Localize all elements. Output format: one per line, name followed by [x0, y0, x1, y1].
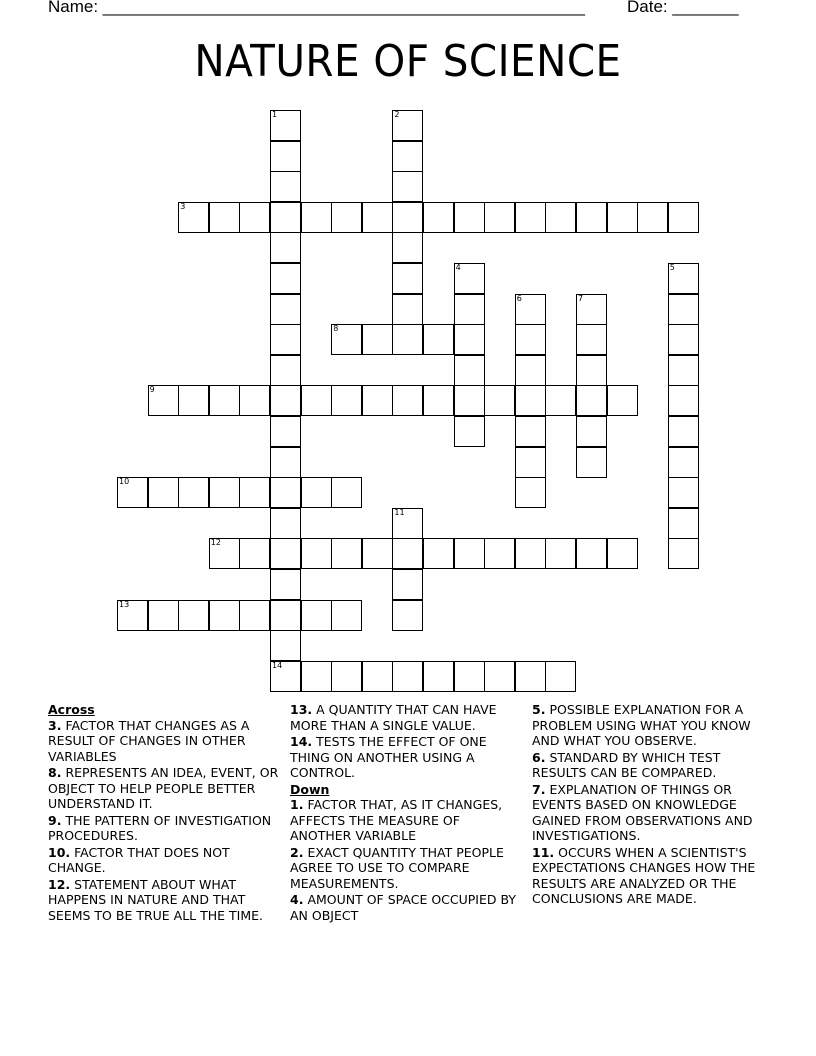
- clue-number: 13: [119, 599, 130, 609]
- grid-cell[interactable]: [607, 538, 638, 569]
- grid-cell[interactable]: [668, 477, 699, 508]
- grid-cell[interactable]: [270, 508, 301, 539]
- grid-cell[interactable]: [515, 447, 546, 478]
- grid-cell[interactable]: [576, 202, 607, 233]
- grid-cell[interactable]: [270, 447, 301, 478]
- grid-cell[interactable]: [607, 202, 638, 233]
- grid-cell[interactable]: [392, 569, 423, 600]
- grid-cell[interactable]: [270, 110, 301, 141]
- clue-down-6: 6. STANDARD BY WHICH TEST RESULTS CAN BE COMPARED.: [532, 749, 721, 780]
- grid-cell[interactable]: [515, 416, 546, 447]
- clue-across-14: 14. TESTS THE EFFECT OF ONE THING ON ANOTHER USING A CONTROL.: [290, 734, 487, 780]
- grid-cell[interactable]: [270, 569, 301, 600]
- grid-cell[interactable]: [423, 202, 454, 233]
- clue-number: 3: [180, 201, 186, 211]
- grid-cell[interactable]: [301, 600, 332, 631]
- grid-cell[interactable]: [331, 661, 362, 692]
- clue-across-8: 8. REPRESENTS AN IDEA, EVENT, OR OBJECT TO HELP PEOPLE BETTER UNDERSTAND IT.: [48, 765, 279, 811]
- grid-cell[interactable]: [178, 600, 209, 631]
- grid-cell[interactable]: [239, 538, 270, 569]
- clues-column-3: [532, 702, 767, 908]
- grid-cell[interactable]: [362, 202, 393, 233]
- grid-cell[interactable]: [148, 385, 179, 416]
- grid-cell[interactable]: [515, 477, 546, 508]
- grid-cell[interactable]: [668, 263, 699, 294]
- clue-number: 9: [149, 385, 155, 395]
- clue-number: 12: [210, 538, 221, 548]
- grid-cell[interactable]: [392, 294, 423, 325]
- grid-cell[interactable]: [392, 171, 423, 202]
- grid-cell[interactable]: [239, 385, 270, 416]
- clue-number: 10: [119, 477, 130, 487]
- grid-cell[interactable]: [209, 477, 240, 508]
- clue-number: 11: [394, 507, 405, 517]
- grid-cell[interactable]: [301, 477, 332, 508]
- clue-number: 5: [669, 263, 675, 272]
- grid-cell[interactable]: [668, 355, 699, 386]
- grid-cell[interactable]: [117, 477, 148, 508]
- grid-cell[interactable]: [392, 385, 423, 416]
- grid-cell[interactable]: [668, 538, 699, 569]
- clue-down-1: 1. FACTOR THAT, AS IT CHANGES, AFFECTS THE MEASURE OF ANOTHER VARIABLE: [290, 797, 503, 843]
- grid-cell[interactable]: [576, 416, 607, 447]
- grid-cell[interactable]: [454, 355, 485, 386]
- grid-cell[interactable]: [423, 661, 454, 692]
- grid-cell[interactable]: [392, 600, 423, 631]
- grid-cell[interactable]: [484, 661, 515, 692]
- clue-down-4: 4. AMOUNT OF SPACE OCCUPIED BY AN OBJECT: [290, 892, 517, 923]
- clue-number: 6: [516, 293, 522, 303]
- grid-cell[interactable]: [515, 294, 546, 325]
- grid-cell[interactable]: [178, 477, 209, 508]
- grid-cell[interactable]: [270, 600, 301, 631]
- grid-cell[interactable]: [392, 141, 423, 172]
- grid-cell[interactable]: [239, 202, 270, 233]
- clue-number: 7: [578, 293, 584, 303]
- clue-down-2: 2. EXACT QUANTITY THAT PEOPLE AGREE TO USE TO COMPARE MEASUREMENTS.: [290, 844, 504, 891]
- grid-cell[interactable]: [515, 355, 546, 386]
- grid-cell[interactable]: [668, 508, 699, 539]
- grid-cell[interactable]: [515, 324, 546, 355]
- clue-across-13: 13. A QUANTITY THAT CAN HAVE MORE THAN A SINGLE VALUE.: [290, 702, 497, 733]
- clue-down-5: 5. POSSIBLE EXPLANATION FOR A PROBLEM USING WHAT YOU KNOW AND WHAT YOU OBSERVE.: [532, 702, 751, 748]
- grid-cell[interactable]: [301, 538, 332, 569]
- grid-cell[interactable]: [270, 324, 301, 355]
- grid-cell[interactable]: [392, 263, 423, 294]
- grid-cell[interactable]: [392, 508, 423, 539]
- grid-cell[interactable]: [392, 538, 423, 569]
- grid-cell[interactable]: [270, 202, 301, 233]
- grid-cell[interactable]: [668, 202, 699, 233]
- grid-cell[interactable]: [270, 385, 301, 416]
- grid-cell[interactable]: [331, 600, 362, 631]
- grid-cell[interactable]: [484, 385, 515, 416]
- grid-cell[interactable]: [576, 538, 607, 569]
- grid-cell[interactable]: [270, 630, 301, 661]
- grid-cell[interactable]: [209, 600, 240, 631]
- clue-across-12: 12. STATEMENT ABOUT WHAT HAPPENS IN NATURE AND THAT SEEMS TO BE TRUE ALL THE TIME.: [48, 876, 263, 923]
- grid-cell[interactable]: [454, 385, 485, 416]
- grid-cell[interactable]: [301, 661, 332, 692]
- grid-cell[interactable]: [117, 600, 148, 631]
- grid-cell[interactable]: [178, 202, 209, 233]
- clue-number: 4: [455, 263, 461, 272]
- grid-cell[interactable]: [270, 232, 301, 263]
- clue-number: 2: [394, 110, 400, 119]
- grid-cell[interactable]: [515, 385, 546, 416]
- clue-number: 14: [272, 660, 283, 670]
- grid-cell[interactable]: [484, 538, 515, 569]
- grid-cell[interactable]: [178, 385, 209, 416]
- clue-across-9: 9. THE PATTERN OF INVESTIGATION PROCEDURES.: [48, 812, 272, 843]
- grid-cell[interactable]: [668, 385, 699, 416]
- grid-cell[interactable]: [270, 294, 301, 325]
- grid-cell[interactable]: [148, 600, 179, 631]
- grid-cell[interactable]: [454, 538, 485, 569]
- grid-cell[interactable]: [392, 202, 423, 233]
- grid-cell[interactable]: [270, 355, 301, 386]
- clue-across-10: 10. FACTOR THAT DOES NOT CHANGE.: [48, 844, 230, 875]
- grid-cell[interactable]: [362, 324, 393, 355]
- grid-cell[interactable]: [209, 538, 240, 569]
- clues-column-1: [48, 702, 283, 924]
- down-heading: Down: [290, 781, 330, 797]
- grid-cell[interactable]: [454, 263, 485, 294]
- grid-cell[interactable]: [148, 477, 179, 508]
- grid-cell[interactable]: [423, 385, 454, 416]
- grid-cell[interactable]: [545, 202, 576, 233]
- grid-cell[interactable]: [423, 324, 454, 355]
- grid-cell[interactable]: [209, 385, 240, 416]
- grid-cell[interactable]: [331, 477, 362, 508]
- grid-cell[interactable]: [576, 324, 607, 355]
- grid-cell[interactable]: [668, 294, 699, 325]
- grid-cell[interactable]: [576, 355, 607, 386]
- grid-cell[interactable]: [576, 385, 607, 416]
- grid-cell[interactable]: [209, 202, 240, 233]
- grid-cell[interactable]: [331, 202, 362, 233]
- page-title: NATURE OF SCIENCE: [194, 36, 622, 87]
- grid-cell[interactable]: [607, 385, 638, 416]
- grid-cell[interactable]: [392, 324, 423, 355]
- grid-cell[interactable]: [239, 600, 270, 631]
- grid-cell[interactable]: [270, 477, 301, 508]
- grid-cell[interactable]: [239, 477, 270, 508]
- grid-cell[interactable]: [392, 661, 423, 692]
- grid-cell[interactable]: [270, 263, 301, 294]
- grid-cell[interactable]: [454, 416, 485, 447]
- grid-cell[interactable]: [515, 538, 546, 569]
- grid-cell[interactable]: [454, 202, 485, 233]
- grid-cell[interactable]: [454, 324, 485, 355]
- clues-column-2: [290, 702, 525, 924]
- grid-cell[interactable]: [576, 447, 607, 478]
- grid-cell[interactable]: [362, 385, 393, 416]
- grid-cell[interactable]: [668, 416, 699, 447]
- date-field[interactable]: Date: _______: [627, 0, 739, 16]
- grid-cell[interactable]: [392, 232, 423, 263]
- grid-cell[interactable]: [545, 538, 576, 569]
- grid-cell[interactable]: [270, 141, 301, 172]
- grid-cell[interactable]: [454, 294, 485, 325]
- name-field[interactable]: Name: ___________________________________________________: [48, 0, 585, 16]
- grid-cell[interactable]: [454, 661, 485, 692]
- grid-cell[interactable]: [392, 110, 423, 141]
- grid-cell[interactable]: [545, 661, 576, 692]
- grid-cell[interactable]: [362, 538, 393, 569]
- clue-number: 8: [333, 324, 339, 334]
- grid-cell[interactable]: [545, 385, 576, 416]
- clue-number: 1: [272, 110, 278, 119]
- grid-cell[interactable]: [301, 202, 332, 233]
- grid-cell[interactable]: [668, 324, 699, 355]
- grid-cell[interactable]: [423, 538, 454, 569]
- grid-cell[interactable]: [515, 661, 546, 692]
- grid-cell[interactable]: [668, 447, 699, 478]
- grid-cell[interactable]: [484, 202, 515, 233]
- grid-cell[interactable]: [301, 385, 332, 416]
- grid-cell[interactable]: [362, 661, 393, 692]
- grid-cell[interactable]: [331, 385, 362, 416]
- grid-cell[interactable]: [270, 171, 301, 202]
- grid-cell[interactable]: [270, 661, 301, 692]
- grid-cell[interactable]: [515, 202, 546, 233]
- clue-down-11: 11. OCCURS WHEN A SCIENTIST'S EXPECTATIONS CHANGES HOW THE RESULTS ARE ANALYZED OR THE CONCLUSIONS ARE MADE.: [532, 844, 756, 906]
- grid-cell[interactable]: [637, 202, 668, 233]
- across-heading: Across: [48, 702, 95, 717]
- grid-cell[interactable]: [576, 294, 607, 325]
- grid-cell[interactable]: [331, 538, 362, 569]
- grid-cell[interactable]: [331, 324, 362, 355]
- clue-across-3: 3. FACTOR THAT CHANGES AS A RESULT OF CHANGES IN OTHER VARIABLES: [48, 717, 250, 764]
- grid-cell[interactable]: [270, 538, 301, 569]
- clue-down-7: 7. EXPLANATION OF THINGS OR EVENTS BASED ON KNOWLEDGE GAINED FROM OBSERVATIONS AND INVESTIGATIONS.: [532, 781, 753, 843]
- grid-cell[interactable]: [270, 416, 301, 447]
